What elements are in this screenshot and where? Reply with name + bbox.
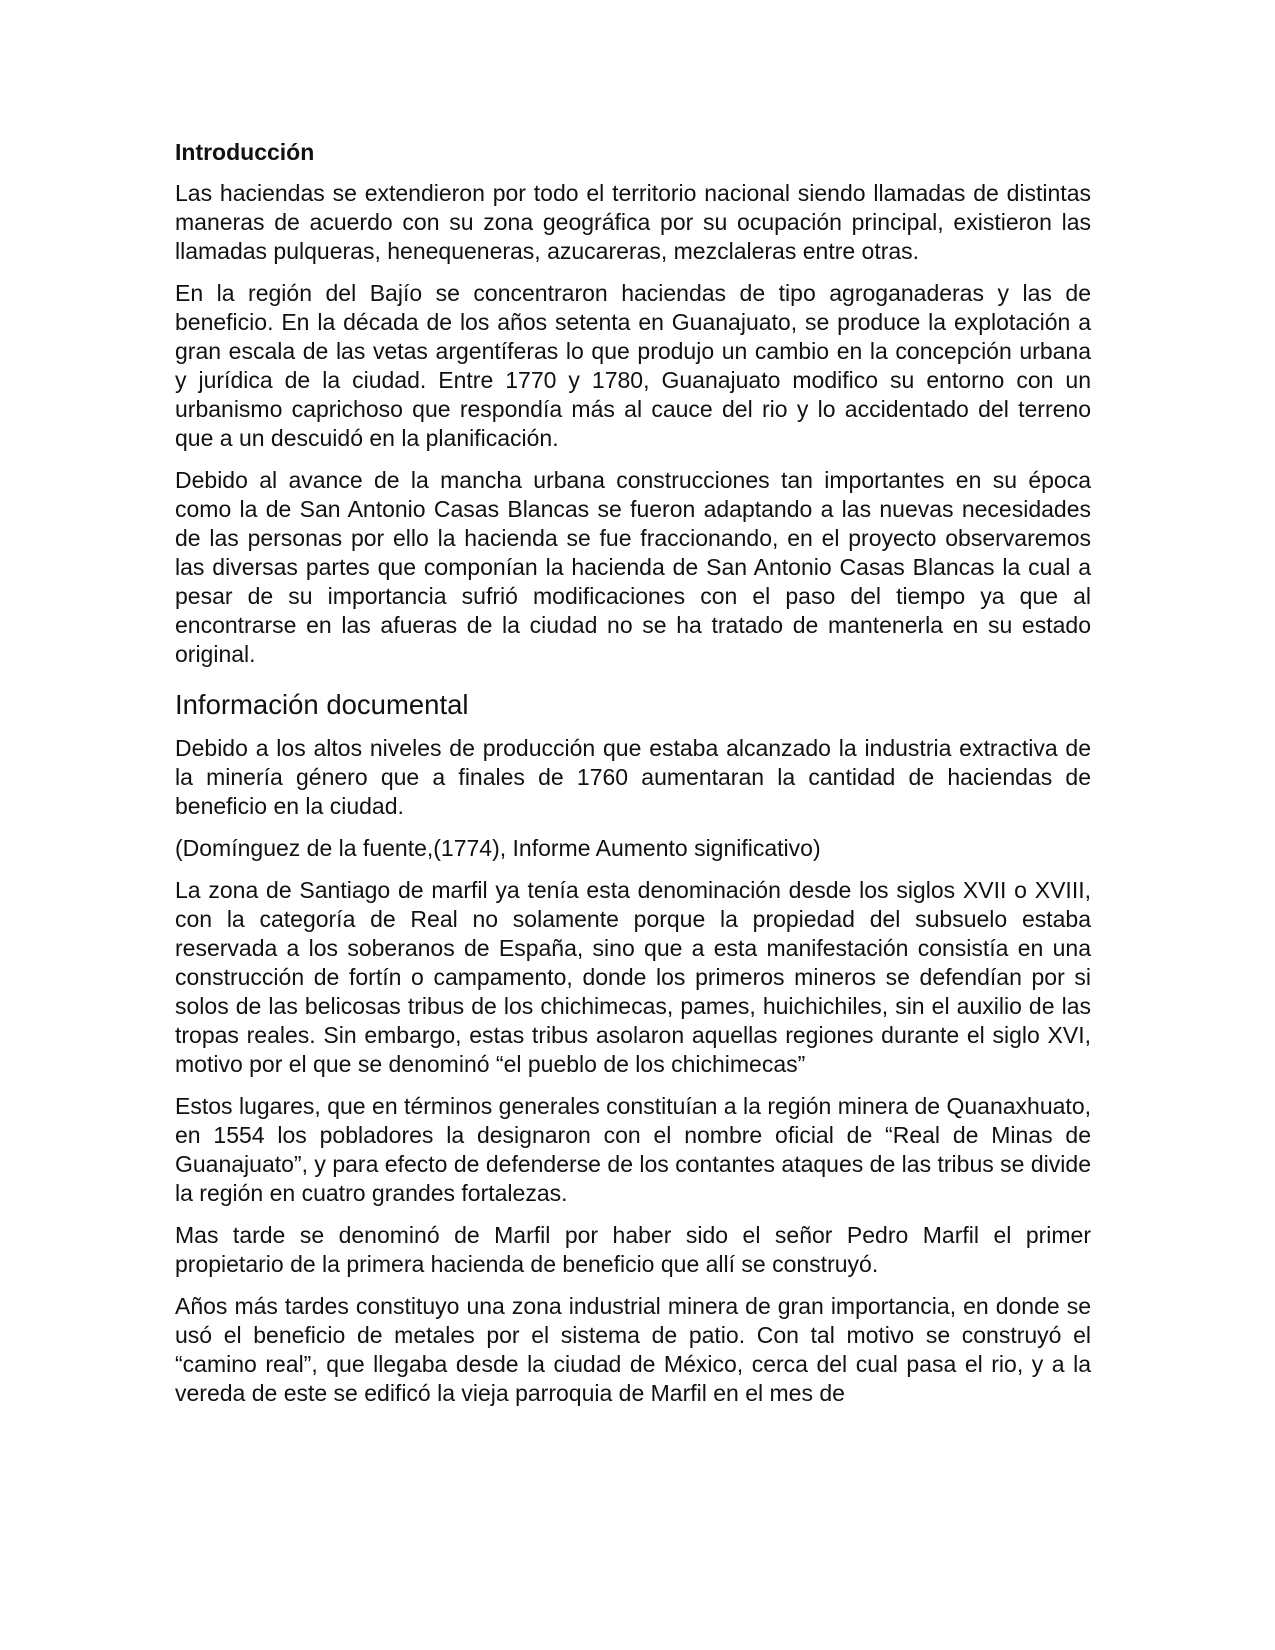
documentary-paragraph: Años más tardes constituyo una zona industrial minera de gran importancia, en donde se usó el beneficio de metales por el sistema de patio. Con tal motivo se construyó el “camino real”, que llegaba desde la ciudad de México, cerca del cual pasa el rio, y a la vereda de este se edificó la vieja parroquia de Marfil en el mes de (175, 1293, 1091, 1406)
introduction-heading: Introducción (175, 139, 315, 165)
intro-paragraph: Debido al avance de la mancha urbana construcciones tan importantes en su época como la de San Antonio Casas Blancas se fueron adaptando a las nuevas necesidades de las personas por ello la hacienda se fue fraccionando, en el proyecto observaremos las diversas partes que componían la hacienda de San Antonio Casas Blancas la cual a pesar de su importancia sufrió modificaciones con el paso del tiempo ya que al encontrarse en las afueras de la ciudad no se ha tratado de mantenerla en su estado original. (175, 467, 1091, 667)
document-page (175, 138, 1091, 1421)
intro-paragraph: En la región del Bajío se concentraron haciendas de tipo agroganaderas y las de beneficio. En la década de los años setenta en Guanajuato, se produce la explotación a gran escala de las vetas argentíferas lo que produjo un cambio en la concepción urbana y jurídica de la ciudad. Entre 1770 y 1780, Guanajuato modifico su entorno con un urbanismo caprichoso que respondía más al cauce del rio y lo accidentado del terreno que a un descuidó en la planificación. (175, 280, 1091, 451)
documentary-paragraph: La zona de Santiago de marfil ya tenía esta denominación desde los siglos XVII o XVIII, con la categoría de Real no solamente porque la propiedad del subsuelo estaba reservada a los soberanos de España, sino que a esta manifestación consistía en una construcción de fortín o campamento, donde los primeros mineros se defendían por si solos de las belicosas tribus de los chichimecas, pames, huichichiles, sin el auxilio de las tropas reales. Sin embargo, estas tribus asolaron aquellas regiones durante el siglo XVI, motivo por el que se denominó “el pueblo de los chichimecas” (175, 877, 1091, 1077)
documentary-paragraph: Debido a los altos niveles de producción que estaba alcanzado la industria extractiva de la minería género que a finales de 1760 aumentaran la cantidad de haciendas de beneficio en la ciudad. (175, 735, 1091, 819)
citation: (Domínguez de la fuente,(1774), Informe Aumento significativo) (175, 835, 821, 861)
intro-paragraph: Las haciendas se extendieron por todo el territorio nacional siendo llamadas de distintas maneras de acuerdo con su zona geográfica por su ocupación principal, existieron las llamadas pulqueras, henequeneras, azucareras, mezclaleras entre otras. (175, 180, 1091, 264)
documentary-paragraph: Mas tarde se denominó de Marfil por haber sido el señor Pedro Marfil el primer propietario de la primera hacienda de beneficio que allí se construyó. (175, 1222, 1091, 1277)
documentary-paragraph: Estos lugares, que en términos generales constituían a la región minera de Quanaxhuato, en 1554 los pobladores la designaron con el nombre oficial de “Real de Minas de Guanajuato”, y para efecto de defenderse de los contantes ataques de las tribus se divide la región en cuatro grandes fortalezas. (175, 1093, 1091, 1206)
documentary-info-heading: Información documental (175, 689, 469, 720)
